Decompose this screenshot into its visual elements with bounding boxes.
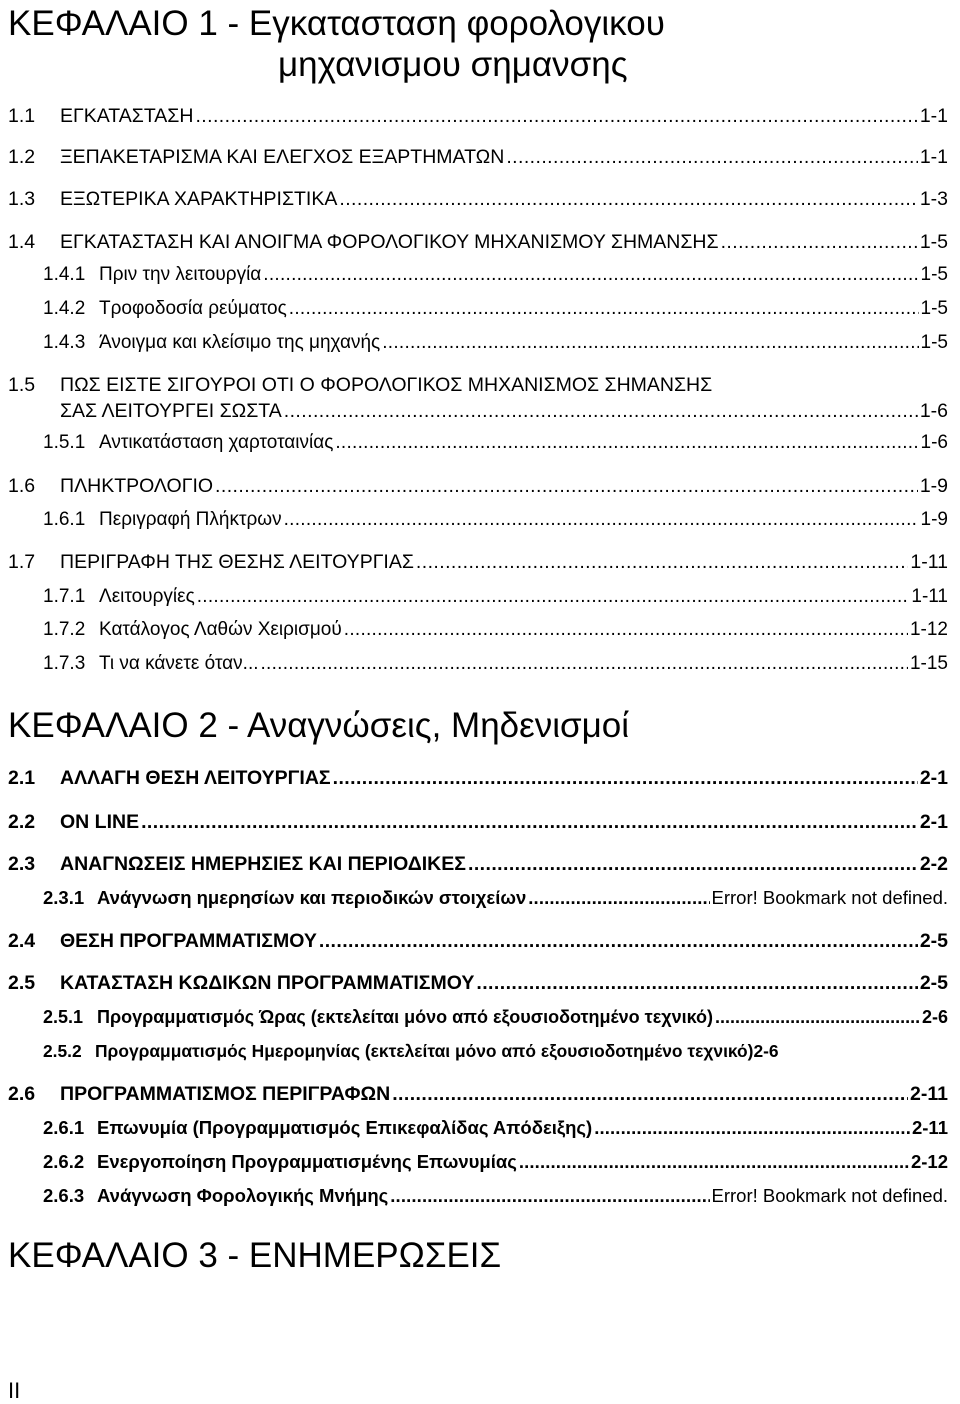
page-number: II <box>8 1378 21 1403</box>
toc-leader-dots <box>335 430 918 456</box>
toc-entry-number: 2.4 <box>8 930 36 952</box>
toc-entry-2-6-2[interactable] <box>43 1149 948 1175</box>
toc-leader-dots <box>284 398 918 424</box>
toc-entry-number: 2.2 <box>8 811 36 833</box>
toc-entry-number: 1.7.3 <box>43 653 86 674</box>
toc-entry-title: Αντικατάσταση χαρτοταινίας <box>99 432 334 453</box>
toc-entry-number: 1.7.1 <box>43 586 86 607</box>
toc-entry-page-error: Error! Bookmark not defined. <box>711 887 948 908</box>
toc-entry-number: 2.6 <box>8 1083 36 1105</box>
toc-leader-dots <box>197 584 910 610</box>
toc-leader-dots <box>289 296 919 322</box>
toc-leader-dots <box>339 186 917 212</box>
toc-entry-1-7-2[interactable] <box>43 617 948 643</box>
toc-entry-page: 1-11 <box>910 551 948 573</box>
toc-entry-page: 2-6 <box>921 1007 948 1027</box>
toc-entry-title: ΑΝΑΓΝΩΣΕΙΣ ΗΜΕΡΗΣΙΕΣ ΚΑΙ ΠΕΡΙΟΔΙΚΕΣ <box>60 853 466 875</box>
toc-entry-page: 2-5 <box>919 930 948 952</box>
toc-entry-page: 1-9 <box>919 475 948 497</box>
toc-entry-1-6-1[interactable] <box>43 507 948 533</box>
toc-entry-1-7-1[interactable] <box>43 584 948 610</box>
chapter-2-title: ΚΕΦΑΛΑΙΟ 2 - Αναγνώσεις, Μηδενισμοί <box>8 706 630 745</box>
toc-entry-number: 1.4 <box>8 231 36 253</box>
toc-entry-page: 1-6 <box>920 432 948 453</box>
toc-entry-title: Περιγραφή Πλήκτρων <box>99 509 282 530</box>
toc-entry-page: 2-11 <box>911 1117 948 1138</box>
toc-entry-1-7-3[interactable] <box>43 651 948 677</box>
toc-entry-title: Τι να κάνετε όταν... <box>99 653 259 674</box>
toc-entry-page: 2-2 <box>919 853 948 875</box>
toc-entry-page: 1-1 <box>919 146 948 168</box>
toc-entry-page: 1-12 <box>909 619 948 640</box>
toc-entry-2-5-2[interactable] <box>43 1038 955 1064</box>
toc-leader-dots <box>141 809 918 835</box>
toc-entry-page: 2-1 <box>919 767 948 789</box>
toc-entry-2-5-1[interactable] <box>43 1004 948 1030</box>
toc-entry-number: 2.6.1 <box>43 1117 85 1138</box>
toc-leader-dots <box>392 1081 908 1107</box>
toc-entry-number: 2.3.1 <box>43 887 85 908</box>
toc-entry-number: 1.1 <box>8 105 36 127</box>
toc-entry-1-6[interactable] <box>8 473 948 499</box>
toc-entry-title: ΞΕΠΑΚΕΤΑΡΙΣΜΑ ΚΑΙ ΕΛΕΓΧΟΣ ΕΞΑΡΤΗΜΑΤΩΝ <box>60 146 505 168</box>
toc-entry-page: 1-5 <box>920 264 948 285</box>
toc-leader-dots <box>715 1004 920 1030</box>
toc-leader-dots <box>519 1149 909 1175</box>
toc-entry-page: 2-1 <box>919 811 948 833</box>
toc-entry-number: 2.6.2 <box>43 1151 85 1172</box>
toc-entry-2-2[interactable] <box>8 809 948 835</box>
toc-entry-title: Ενεργοποίηση Προγραμματισμένης Επωνυμίας <box>97 1151 517 1172</box>
toc-leader-dots <box>284 507 919 533</box>
toc-entry-number: 1.5.1 <box>43 432 86 453</box>
toc-entry-page-error: Error! Bookmark not defined. <box>711 1185 948 1206</box>
toc-entry-title: Τροφοδοσία ρεύματος <box>99 298 287 319</box>
toc-entry-title: ΘΕΣΗ ΠΡΟΓΡΑΜΜΑΤΙΣΜΟΥ <box>60 930 317 952</box>
toc-entry-title: ON LINE <box>60 811 140 833</box>
toc-entry-number: 1.7 <box>8 551 36 573</box>
toc-entry-1-4[interactable] <box>8 229 948 255</box>
toc-entry-2-1[interactable] <box>8 765 948 791</box>
toc-leader-dots <box>594 1115 910 1141</box>
toc-entry-title: ΠΕΡΙΓΡΑΦΗ ΤΗΣ ΘΕΣΗΣ ΛΕΙΤΟΥΡΓΙΑΣ <box>60 551 414 573</box>
toc-entry-page: 1-15 <box>909 653 948 674</box>
chapter-3-title: ΚΕΦΑΛΑΙΟ 3 - ΕΝΗΜΕΡΩΣΕΙΣ <box>8 1236 502 1275</box>
toc-entry-1-4-1[interactable] <box>43 262 948 288</box>
toc-leader-dots <box>528 885 709 911</box>
toc-leader-dots <box>344 617 908 643</box>
toc-entry-page: 2-5 <box>919 972 948 994</box>
toc-entry-page: 2-12 <box>910 1151 948 1172</box>
toc-leader-dots <box>215 473 918 499</box>
toc-entry-page: 1-5 <box>920 298 948 319</box>
toc-entry-title: ΚΑΤΑΣΤΑΣΗ ΚΩΔΙΚΩΝ ΠΡΟΓΡΑΜΜΑΤΙΣΜΟΥ <box>60 972 475 994</box>
toc-entry-number: 1.7.2 <box>43 619 86 640</box>
toc-entry-title: Προγραμματισμός Ημερομηνίας (εκτελείται μόνο από εξουσιοδοτημένο τεχνικό) <box>95 1041 754 1061</box>
toc-entry-title: ΕΓΚΑΤΑΣΤΑΣΗ ΚΑΙ ΑΝΟΙΓΜΑ ΦΟΡΟΛΟΓΙΚΟΥ ΜΗΧΑΝΙΣΜΟΥ ΣΗΜΑΝΣΗΣ <box>60 231 719 253</box>
toc-entry-title: Επωνυμία (Προγραμματισμός Επικεφαλίδας Απόδειξης) <box>97 1117 593 1138</box>
toc-entry-1-5-1[interactable] <box>43 430 948 456</box>
toc-leader-dots <box>333 765 918 791</box>
toc-entry-2-5[interactable] <box>8 970 948 996</box>
toc-leader-dots <box>319 928 918 954</box>
toc-entry-1-7[interactable] <box>8 549 948 575</box>
toc-entry-number: 1.6.1 <box>43 509 86 530</box>
toc-entry-page: 1-3 <box>919 188 948 210</box>
toc-entry-number: 2.5.2 <box>43 1041 82 1061</box>
toc-entry-title: Ανάγνωση Φορολογικής Μνήμης <box>97 1185 389 1206</box>
toc-entry-1-1[interactable] <box>8 103 948 129</box>
toc-entry-title: Λειτουργίες <box>99 586 195 607</box>
toc-entry-2-6-1[interactable] <box>43 1115 948 1141</box>
toc-entry-number: 2.5 <box>8 972 36 994</box>
toc-entry-title: Άνοιγμα και κλείσιμο της μηχανής <box>99 332 381 353</box>
toc-leader-dots <box>382 330 918 356</box>
toc-entry-page: 1-9 <box>920 509 948 530</box>
toc-entry-1-5[interactable] <box>8 372 948 398</box>
toc-entry-number: 2.6.3 <box>43 1185 85 1206</box>
toc-leader-dots <box>468 851 918 877</box>
toc-entry-2-3-1[interactable] <box>43 885 948 911</box>
toc-entry-title: ΠΩΣ ΕΙΣΤΕ ΣΙΓΟΥΡΟΙ ΟΤΙ Ο ΦΟΡΟΛΟΓΙΚΟΣ ΜΗΧΑΝΙΣΜΟΣ ΣΗΜΑΝΣΗΣ <box>60 374 713 396</box>
toc-entry-title: ΠΡΟΓΡΑΜΜΑΤΙΣΜΟΣ ΠΕΡΙΓΡΑΦΩΝ <box>60 1083 391 1105</box>
toc-entry-page: 2-6 <box>753 1041 779 1061</box>
toc-entry-number: 1.4.1 <box>43 264 86 285</box>
toc-entry-page: 1-11 <box>911 586 948 607</box>
toc-entry-title: ΠΛΗΚΤΡΟΛΟΓΙΟ <box>60 475 214 497</box>
toc-entry-2-6[interactable] <box>8 1081 948 1107</box>
toc-entry-title: ΑΛΛΑΓΗ ΘΕΣΗ ΛΕΙΤΟΥΡΓΙΑΣ <box>60 767 331 789</box>
toc-entry-title: Κατάλογος Λαθών Χειρισμού <box>99 619 342 640</box>
toc-entry-title: Προγραμματισμός Ώρας (εκτελείται μόνο από εξουσιοδοτημένο τεχνικό) <box>97 1007 714 1027</box>
toc-leader-dots <box>416 549 908 575</box>
toc-entry-page: 2-11 <box>910 1083 948 1105</box>
toc-entry-page: 1-5 <box>919 231 948 253</box>
toc-entry-title: ΕΓΚΑΤΑΣΤΑΣΗ <box>60 105 194 127</box>
toc-entry-page: 1-1 <box>919 105 948 127</box>
toc-leader-dots <box>506 144 918 170</box>
toc-entry-number: 2.1 <box>8 767 36 789</box>
toc-entry-2-3[interactable] <box>8 851 948 877</box>
toc-leader-dots <box>195 103 917 129</box>
toc-entry-1-2[interactable] <box>8 144 948 170</box>
toc-entry-number: 1.3 <box>8 188 36 210</box>
toc-entry-1-4-2[interactable] <box>43 296 948 322</box>
toc-entry-page: 1-6 <box>919 400 948 422</box>
toc-entry-number: 1.6 <box>8 475 36 497</box>
toc-entry-title: ΣΑΣ ΛΕΙΤΟΥΡΓΕΙ ΣΩΣΤΑ <box>60 400 282 422</box>
toc-entry-number: 1.5 <box>8 374 36 396</box>
toc-entry-1-4-3[interactable] <box>43 330 948 356</box>
toc-entry-number: 1.4.2 <box>43 298 86 319</box>
toc-entry-1-3[interactable] <box>8 186 948 212</box>
toc-entry-number: 2.5.1 <box>43 1007 84 1027</box>
toc-leader-dots <box>261 651 908 677</box>
toc-entry-number: 1.4.3 <box>43 332 86 353</box>
toc-entry-page: 1-5 <box>920 332 948 353</box>
toc-entry-title: ΕΞΩΤΕΡΙΚΑ ΧΑΡΑΚΤΗΡΙΣΤΙΚΑ <box>60 188 338 210</box>
toc-leader-dots <box>721 229 918 255</box>
toc-entry-number: 1.2 <box>8 146 36 168</box>
toc-entry-title: Πριν την λειτουργία <box>99 264 262 285</box>
toc-leader-dots <box>390 1183 709 1209</box>
toc-entry-1-5-continuation[interactable] <box>60 398 948 424</box>
toc-entry-title: Ανάγνωση ημερησίων και περιοδικών στοιχείων <box>97 887 527 908</box>
toc-leader-dots <box>263 262 918 288</box>
toc-leader-dots <box>476 970 917 996</box>
toc-entry-2-6-3[interactable] <box>43 1183 948 1209</box>
chapter-1-title-line2: μηχανισμου σημανσης <box>278 45 628 84</box>
toc-entry-2-4[interactable] <box>8 928 948 954</box>
toc-entry-number: 2.3 <box>8 853 36 875</box>
chapter-1-title: ΚΕΦΑΛΑΙΟ 1 - Εγκατασταση φορολογικου <box>8 4 665 43</box>
